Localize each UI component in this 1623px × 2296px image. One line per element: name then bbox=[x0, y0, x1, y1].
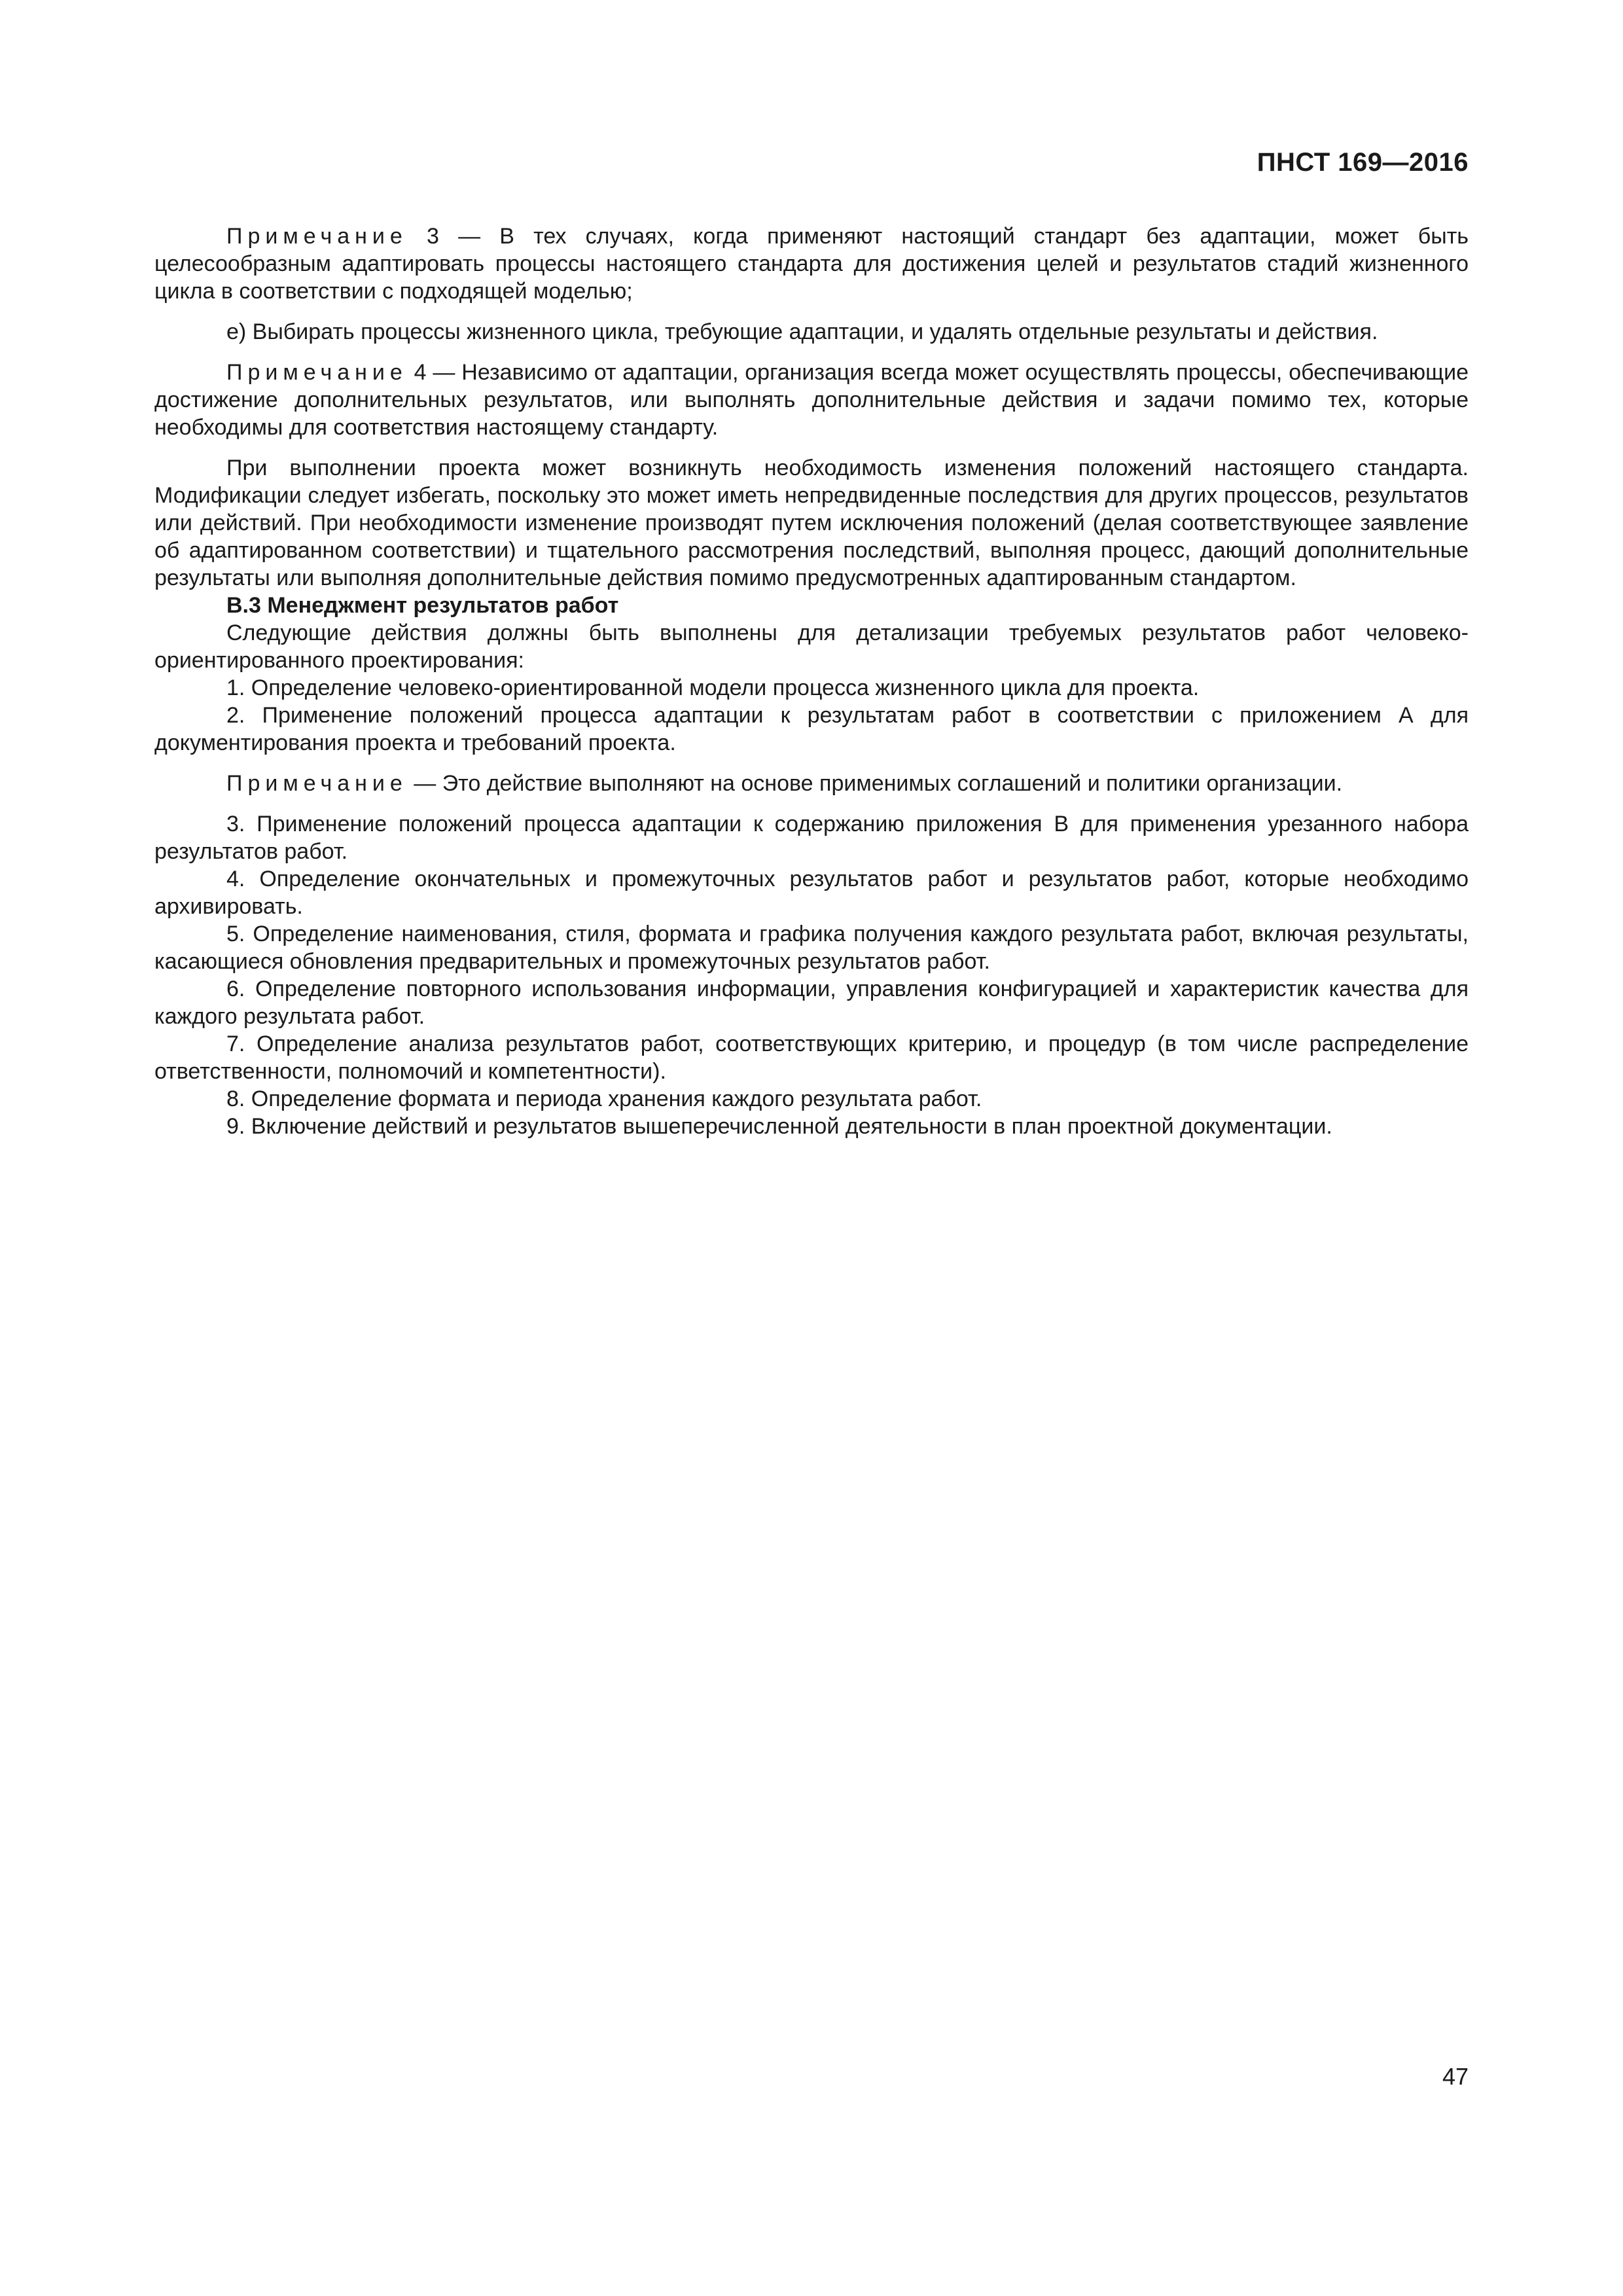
note-text: 3 — В тех случаях, когда применяют настоящий стандарт без адаптации, может быть целесообразным адаптировать процессы настоящего стандарта для достижения целей и результатов стадий жизненного цикла в соответствии с подходящей моделью; bbox=[154, 224, 1469, 304]
list-item-7: 7. Определение анализа результатов работ, соответствующих критерию, и процедур (в том числе распределение ответственности, полномочий и компетентности). bbox=[154, 1031, 1469, 1084]
list-item-3: 3. Применение положений процесса адаптации к содержанию приложения В для применения урезанного набора результатов работ. bbox=[154, 812, 1469, 864]
list-item-2: 2. Применение положений процесса адаптации к результатам работ в соответствии с приложением А для документирования проекта и требований проекта. bbox=[154, 703, 1469, 755]
document-body bbox=[154, 223, 1469, 1140]
list-item-5: 5. Определение наименования, стиля, формата и графика получения каждого результата работ, включая результаты, касающиеся обновления предварительных и промежуточных результатов работ. bbox=[154, 922, 1469, 974]
document-code: ПНСТ 169—2016 bbox=[1257, 148, 1469, 177]
note-3-paragraph bbox=[154, 223, 1469, 305]
note-4-paragraph bbox=[154, 359, 1469, 441]
intro-paragraph: Следующие действия должны быть выполнены для детализации требуемых результатов работ человеко-ориентированного проектирования: bbox=[154, 620, 1469, 673]
list-item-6: 6. Определение повторного использования информации, управления конфигурацией и характеристик качества для каждого результата работ. bbox=[154, 977, 1469, 1029]
note-label: Примечание bbox=[226, 771, 408, 796]
note-label: Примечание bbox=[226, 224, 408, 249]
list-item-1: 1. Определение человеко-ориентированной модели процесса жизненного цикла для проекта. bbox=[226, 675, 1200, 700]
note-label: Примечание bbox=[226, 360, 408, 385]
note-text: 4 — Независимо от адаптации, организация всегда может осуществлять процессы, обеспечивающие достижение дополнительных результатов, или выполнять дополнительные действия и задачи помимо тех, которые необходимы для соответствия настоящему стандарту. bbox=[154, 360, 1469, 440]
list-item-9: 9. Включение действий и результатов вышеперечисленной деятельности в план проектной документации. bbox=[226, 1114, 1332, 1139]
list-item-e: е) Выбирать процессы жизненного цикла, требующие адаптации, и удалять отдельные результаты и действия. bbox=[226, 319, 1378, 344]
modification-paragraph: При выполнении проекта может возникнуть необходимость изменения положений настоящего стандарта. Модификации следует избегать, поскольку это может иметь непредвиденные последствия для других процессов, результатов или действий. При необходимости изменение производят путем исключения положений (делая соответствующее заявление об адаптированном соответствии) и тщательного рассмотрения последствий, выполняя процесс, дающий дополнительные результаты или выполняя дополнительные действия помимо предусмотренных адаптированным стандартом. bbox=[154, 456, 1469, 590]
note-paragraph bbox=[154, 770, 1469, 797]
list-item-8: 8. Определение формата и периода хранения каждого результата работ. bbox=[226, 1086, 982, 1111]
page-number: 47 bbox=[1442, 2063, 1469, 2090]
section-heading: В.3 Менеджмент результатов работ bbox=[226, 593, 619, 618]
note-text: — Это действие выполняют на основе применимых соглашений и политики организации. bbox=[407, 771, 1343, 796]
list-item-4: 4. Определение окончательных и промежуточных результатов работ и результатов работ, которые необходимо архивировать. bbox=[154, 867, 1469, 919]
